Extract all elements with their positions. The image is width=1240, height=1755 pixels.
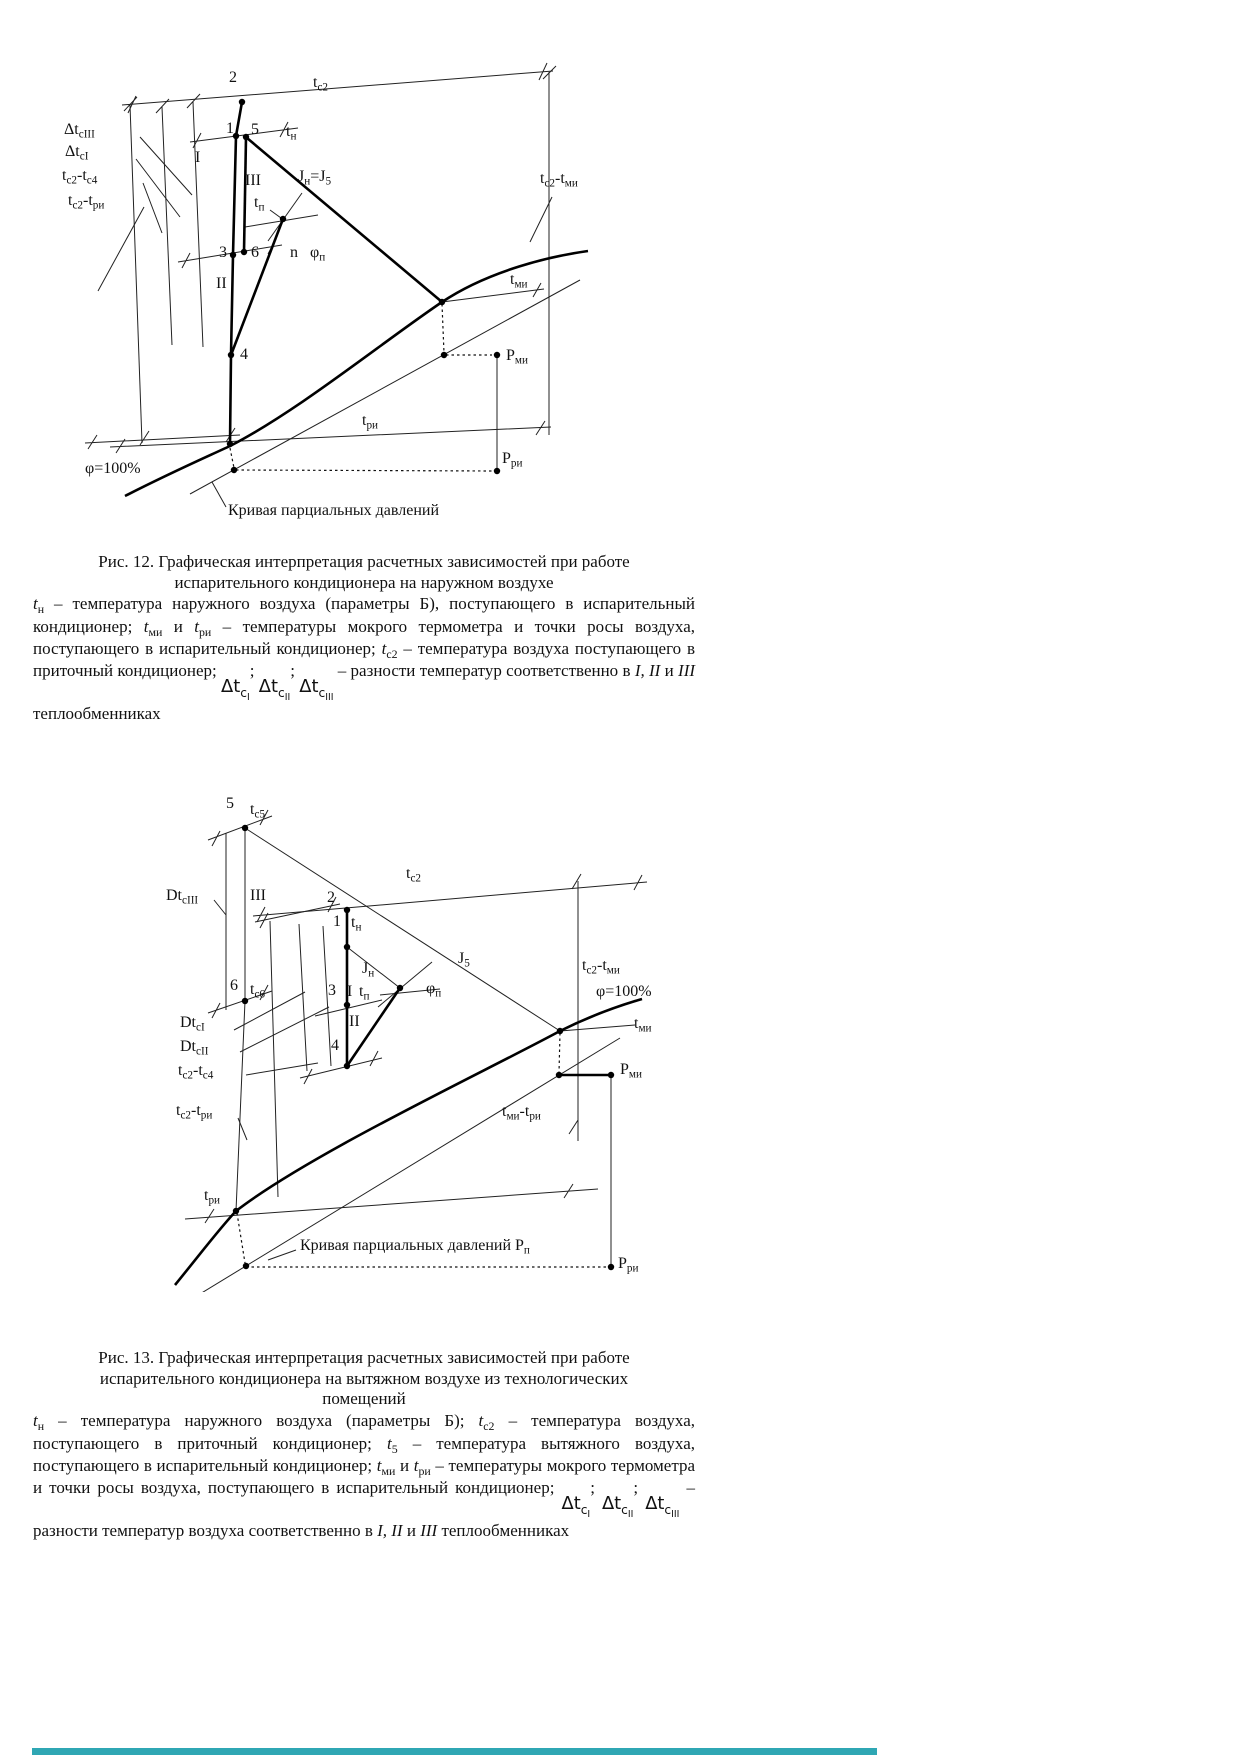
figure-12-diagram <box>40 45 620 540</box>
fig12-label-delta-tcI: $\Delta t_{сI}$ <box>65 143 89 163</box>
fig12-label-tn: $t_н$ <box>286 123 297 143</box>
fig13-label-j5: $J_5$ <box>458 950 470 970</box>
fig12-label-point-5: 5 <box>251 121 259 138</box>
fig12-left-measure-verticals <box>124 94 203 443</box>
fig13-dotted-projections <box>237 1033 608 1267</box>
fig13-label-tp: $t_п$ <box>359 983 370 1003</box>
fig13-label-tmi: $t_{ми}$ <box>634 1015 652 1035</box>
fig13-label-point-6: 6 <box>230 977 238 994</box>
fig13-label-tc6: $t_{с6}$ <box>250 981 266 1001</box>
figure-13-description: $t_н$ – температура наружного воздуха (параметры Б); $t_{с2}$ – температура воздуха, поступающего в приточный кондиционер; $t_5$ – температура вытяжного воздуха, поступающего в испарительный кондиционер; $t_{ми}$ и $t_{ри}$ – температуры мокрого термометра и точки росы воздуха, поступающего в испарительный кондиционер; ΔtсI; ΔtсII; ΔtсIII – разности температур воздуха соответственно в I, II и III теплообменниках <box>33 1411 696 1540</box>
fig13-label-phi-100: φ=100% <box>596 983 652 1000</box>
fig13-label-tri: $t_{ри}$ <box>204 1187 221 1207</box>
fig12-tri-line <box>110 421 551 453</box>
fig13-phi-n-line <box>378 962 432 1007</box>
fig12-thin-lines <box>85 63 580 507</box>
fig12-label-zone-III: III <box>245 172 261 189</box>
fig13-label-tc2-tri: $t_{с2}-t_{ри}$ <box>176 1102 213 1122</box>
fig12-label-jn-j5: $J_н=J_5$ <box>298 168 332 188</box>
fig13-label-pmi: $P_{ми}$ <box>620 1061 642 1081</box>
fig12-label-point-n: n <box>290 244 298 261</box>
fig13-label-jn: $J_н$ <box>362 960 375 980</box>
fig12-dotted-projections <box>230 304 493 471</box>
fig12-label-pmi: $P_{ми}$ <box>506 347 528 367</box>
fig12-label-tc2: $t_{с2}$ <box>313 74 329 94</box>
fig13-label-tmi-tri: $t_{ми}-t_{ри}$ <box>502 1103 541 1123</box>
fig12-label-tmi: $t_{ми}$ <box>510 271 528 291</box>
fig13-label-tc5: $t_{с5}$ <box>250 801 266 821</box>
bottom-accent-bar <box>32 1748 877 1755</box>
fig13-label-tn: $t_н$ <box>351 914 362 934</box>
figure-12-caption <box>33 552 695 725</box>
fig12-label-point-4: 4 <box>240 346 248 363</box>
fig13-label-point-2: 2 <box>327 889 335 906</box>
fig12-label-phi-100: φ=100% <box>85 460 141 477</box>
fig12-label-point-2: 2 <box>229 69 237 86</box>
fig13-label-delta-tcI: $Dt_{сI}$ <box>180 1014 205 1034</box>
fig13-dotted-lines <box>237 1033 608 1267</box>
fig13-tc2-axis-line <box>253 875 647 922</box>
fig12-label-partial-pressure-curve: Кривая парциальных давлений <box>228 502 440 519</box>
figure-13-diagram <box>150 700 690 1292</box>
fig13-label-phi-n: $\varphi_п$ <box>426 980 442 1000</box>
fig13-label-zone-I: I <box>347 983 353 1000</box>
fig13-label-leaders <box>214 900 329 1140</box>
figure-12-title-line-2: испарительного кондиционера на наружном воздухе <box>174 572 554 592</box>
fig13-label-tc2-tmi: $t_{с2}-t_{ми}$ <box>582 957 620 977</box>
fig13-label-tc2-tc4: $t_{с2}-t_{с4}$ <box>178 1062 214 1082</box>
fig12-label-zone-I: I <box>195 149 201 166</box>
fig13-label-zone-III: III <box>250 887 266 904</box>
fig12-label-pri: $P_{ри}$ <box>502 450 523 470</box>
fig12-tp-leader <box>270 210 281 218</box>
fig12-label-delta-tcIII: $\Delta t_{сIII}$ <box>64 121 95 141</box>
fig12-process-2-4 <box>230 102 242 444</box>
fig13-label-partial-pressure-curve: Кривая парциальных давлений $P_п$ <box>300 1237 530 1257</box>
fig12-label-point-6: 6 <box>251 244 259 261</box>
fig13-label-point-1: 1 <box>333 913 341 930</box>
fig13-label-pri: $P_{ри}$ <box>618 1255 639 1275</box>
figure-13-caption <box>33 1348 695 1541</box>
fig12-label-tc2-tri: $t_{с2}-t_{ри}$ <box>68 192 105 212</box>
fig12-label-point-1: 1 <box>226 120 234 137</box>
fig12-tc2-axis-line <box>122 63 553 113</box>
fig12-label-tc2-tmi: $t_{с2}-t_{ми}$ <box>540 170 578 190</box>
fig13-hatch-line-4 <box>300 1051 382 1084</box>
fig12-label-zone-II: II <box>216 275 227 292</box>
fig12-curve-label-leader <box>212 482 226 507</box>
fig13-curve-label-leader <box>268 1250 296 1260</box>
fig13-label-point-5: 5 <box>226 795 234 812</box>
figure-13-title-line-2: испарительного кондиционера на вытяжном воздухе из технологических <box>99 1368 629 1388</box>
fig12-label-point-3: 3 <box>219 244 227 261</box>
fig13-process-5-6-line <box>236 828 245 1211</box>
fig13-right-vertical <box>569 874 581 1141</box>
fig12-label-phi-n: $\varphi_п$ <box>310 244 326 264</box>
fig12-label-tri: $t_{ри}$ <box>362 412 379 432</box>
figure-12-description: $t_н$ – температура наружного воздуха (параметры Б), поступающего в испарительный кондиционер; $t_{ми}$ и $t_{ри}$ – температуры мокрого термометра и точки росы воздуха, поступающего в испарительный кондиционер; $t_{с2}$ – температура воздуха поступающего в приточный кондиционер; ΔtсI; ΔtсII; ΔtсIII – разности температур соответственно в I, II и III теплообменниках <box>33 594 696 723</box>
fig13-state-points <box>233 825 614 1270</box>
figure-13-title-line-1: Рис. 13. Графическая интерпретация расчетных зависимостей при работе <box>98 1348 630 1367</box>
fig13-j5-line <box>245 828 560 1031</box>
fig12-process-n-4 <box>231 219 283 355</box>
fig12-label-tc2-tc4: $t_{с2}-t_{с4}$ <box>62 167 98 187</box>
fig13-label-zone-II: II <box>349 1013 360 1030</box>
fig13-label-delta-tcIII: $Dt_{сIII}$ <box>166 887 199 907</box>
fig13-label-point-4: 4 <box>331 1037 339 1054</box>
fig12-right-vertical <box>543 66 556 435</box>
fig12-process-5-6 <box>244 137 246 252</box>
fig12-bottom-measure-line <box>85 428 240 449</box>
fig12-j-line <box>247 138 442 302</box>
fig12-label-tp: $t_п$ <box>254 194 265 214</box>
fig13-label-tc2: $t_{с2}$ <box>406 865 422 885</box>
fig12-dotted-lines <box>230 304 493 471</box>
fig13-label-delta-tcII: $Dt_{сII}$ <box>180 1038 209 1058</box>
fig13-label-point-3: 3 <box>328 982 336 999</box>
figure-12-title-line-1: Рис. 12. Графическая интерпретация расчетных зависимостей при работе <box>98 552 630 571</box>
figure-13-title-line-3: помещений <box>322 1389 406 1409</box>
